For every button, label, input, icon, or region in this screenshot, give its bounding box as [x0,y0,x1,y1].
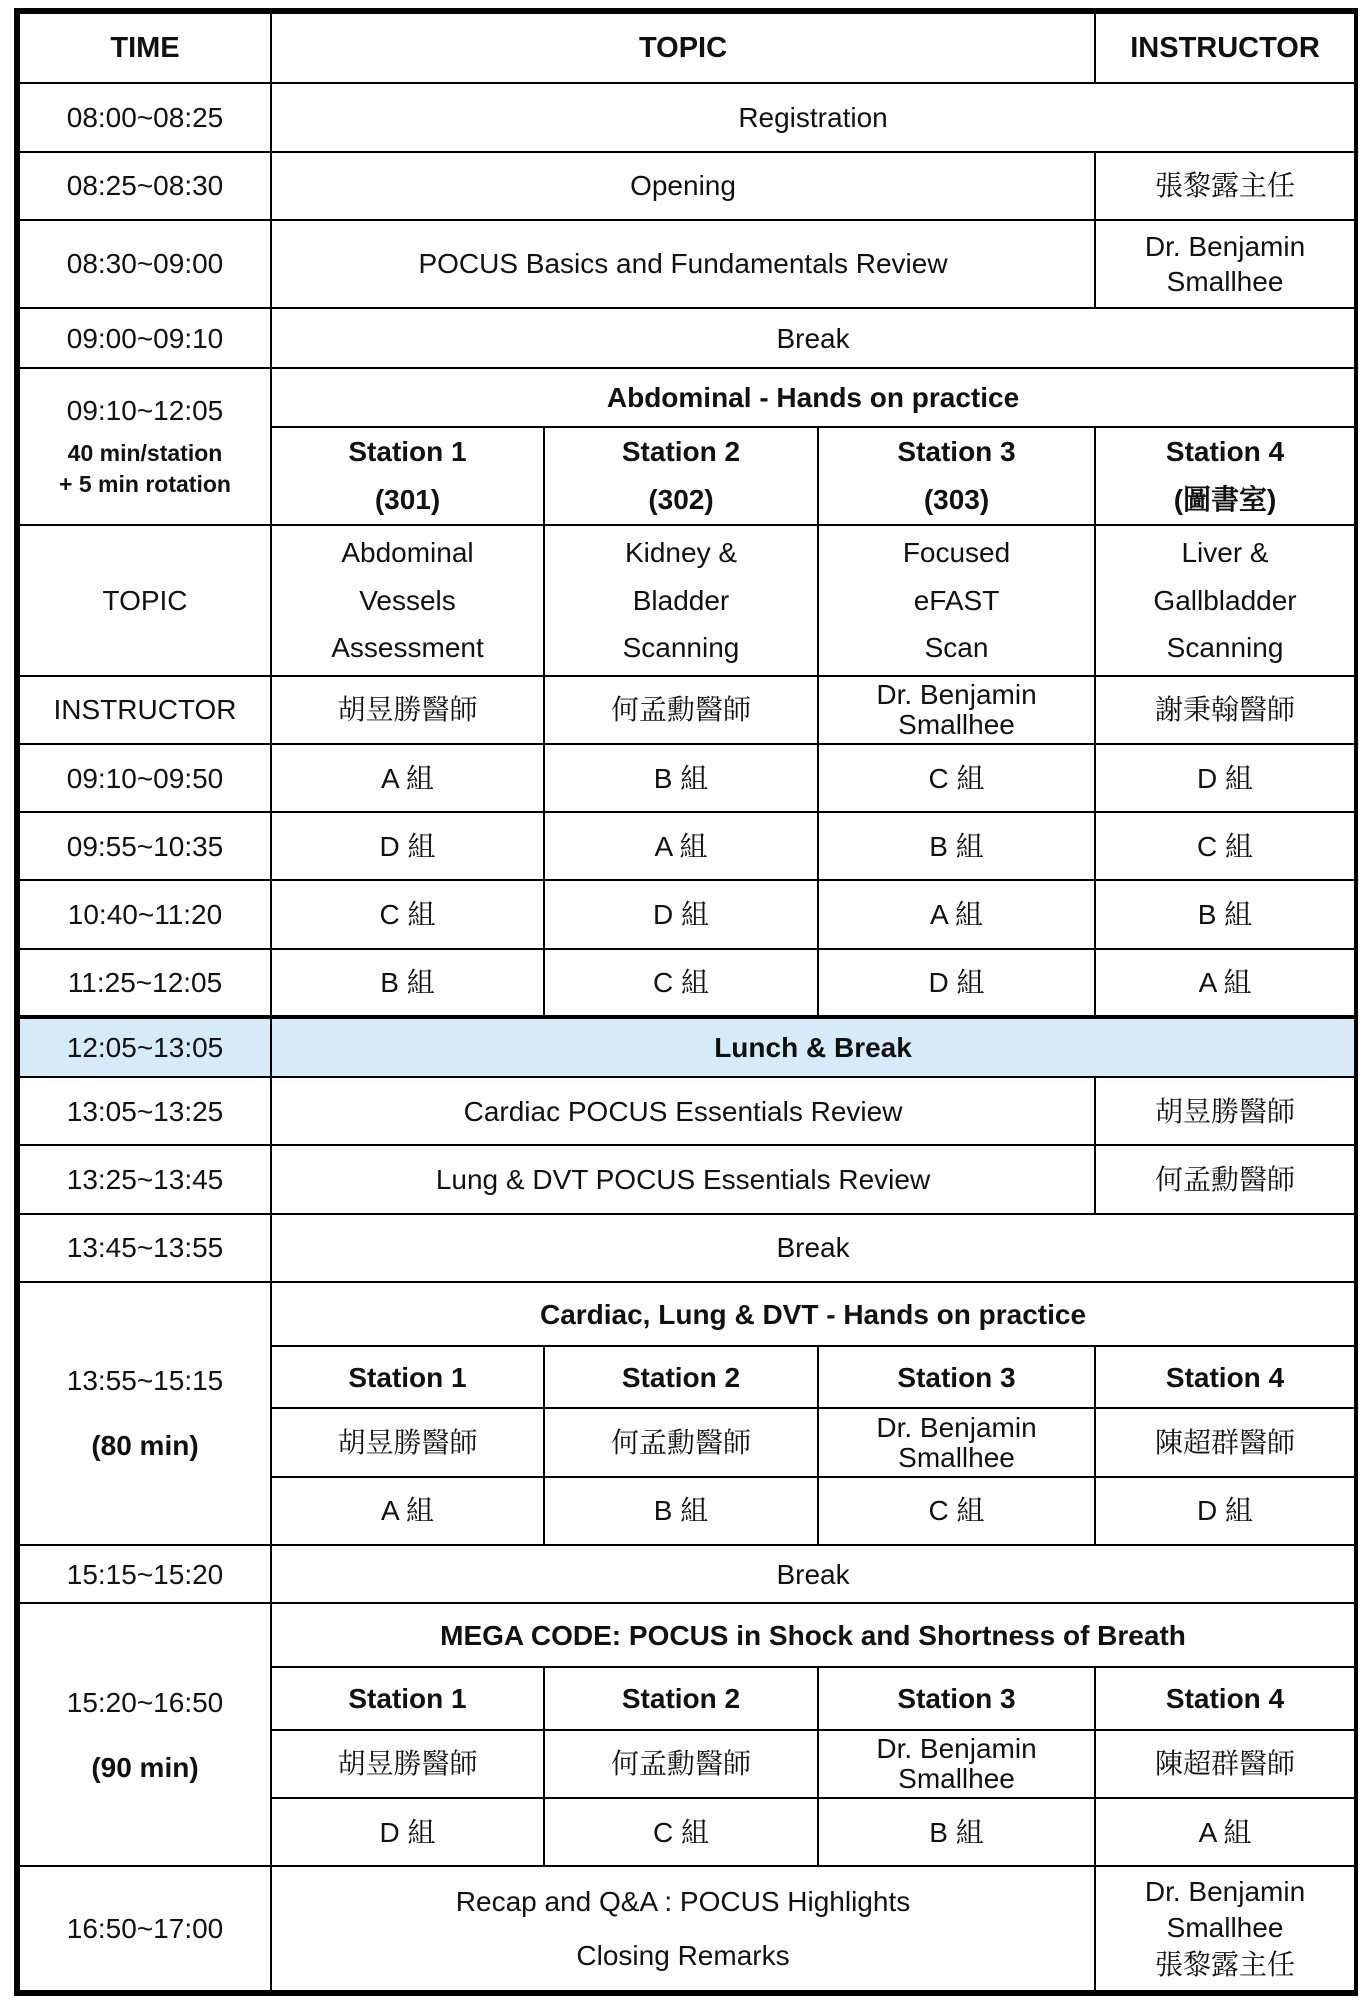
station-1: Station 1 [271,1667,544,1729]
time-cell: 08:25~08:30 [19,152,271,220]
group-cell: D 組 [271,1798,544,1866]
group-cell: D 組 [271,812,544,880]
group-cell: C 組 [544,1798,818,1866]
topic-line: eFAST [913,584,1000,616]
time-cell: 15:15~15:20 [19,1545,271,1603]
station-name: Station 3 [897,436,1016,468]
topic-cell: Registration [271,83,1355,151]
group-cell: C 組 [818,744,1095,812]
instructor-cell: 張黎露主任 [1095,152,1355,220]
instructor-line: Smallhee [1166,1912,1284,1944]
instructor-cell: 陳超群醫師 [1095,1408,1355,1476]
topic-label: TOPIC [19,525,271,676]
topic-line: Gallbladder [1153,584,1297,616]
topic-cell: Opening [271,152,1095,220]
instructor-cell: 胡昱勝醫師 [271,1730,544,1798]
slot-row [19,812,1355,880]
station-topic [271,525,544,676]
lunch-row [19,1017,1355,1077]
group-cell: B 組 [544,744,818,812]
time-text: 09:10~12:05 [66,395,224,427]
mega-title: MEGA CODE: POCUS in Shock and Shortness of Breath [271,1603,1355,1667]
topic-cell: Break [271,1214,1355,1282]
topic-line: Vessels [359,584,456,616]
cardiac-title-row [19,1282,1355,1346]
station-1: Station 1 [271,1346,544,1408]
schedule-row [19,83,1355,151]
note-line: 40 min/station [67,440,223,467]
group-cell: A 組 [271,1477,544,1545]
instructor-line: Dr. Benjamin [876,679,1037,711]
topic-line: Abdominal [341,536,474,568]
group-cell: B 組 [271,949,544,1017]
instructor-line: Smallhee [898,1441,1015,1473]
topic-line: Scanning [622,632,740,664]
instructor-line: Dr. Benjamin [876,1733,1037,1765]
instructor-cell: 胡昱勝醫師 [271,1408,544,1476]
group-cell: A 組 [544,812,818,880]
station-topic [818,525,1095,676]
closing-instructor [1095,1866,1355,1991]
group-cell: D 組 [1095,744,1355,812]
station-3 [818,427,1095,525]
station-topic [1095,525,1355,676]
station-room: (301) [374,483,441,515]
time-cell: 09:00~09:10 [19,308,271,368]
station-3: Station 3 [818,1667,1095,1729]
schedule-sheet [14,8,1358,1996]
time-text: 13:55~15:15 [66,1365,224,1397]
time-cell: 08:30~09:00 [19,220,271,308]
station-name: Station 2 [621,436,741,468]
station-4: Station 4 [1095,1667,1355,1729]
time-cell: 13:25~13:45 [19,1145,271,1213]
group-cell: B 組 [544,1477,818,1545]
station-2 [544,427,818,525]
topic-line: Liver & [1181,536,1269,568]
group-cell: D 組 [818,949,1095,1017]
schedule-row [19,1077,1355,1145]
instructor-cell: 胡昱勝醫師 [1095,1077,1355,1145]
topic-line: Scanning [1166,632,1284,664]
group-cell: C 組 [1095,812,1355,880]
topic-line: Closing Remarks [576,1939,790,1971]
instructor-cell [818,1730,1095,1798]
station-4 [1095,427,1355,525]
group-cell: C 組 [271,880,544,948]
slot-row [19,949,1355,1017]
abdominal-title: Abdominal - Hands on practice [271,368,1355,426]
topic-line: Focused [902,536,1011,568]
station-3: Station 3 [818,1346,1095,1408]
instructor-line: Smallhee [1166,265,1284,297]
closing-row [19,1866,1355,1991]
topic-cell: Cardiac POCUS Essentials Review [271,1077,1095,1145]
schedule-row [19,308,1355,368]
topic-line: Scan [924,632,989,664]
instructor-cell: 謝秉翰醫師 [1095,676,1355,744]
station-room: (302) [648,483,714,515]
header-row [19,13,1355,83]
station-2: Station 2 [544,1346,818,1408]
instructor-cell: 何孟勳醫師 [544,1408,818,1476]
instructor-line: Smallhee [898,1762,1015,1794]
station-room: (圖書室) [1173,483,1277,515]
duration-text: (80 min) [91,1430,199,1462]
duration-text: (90 min) [91,1751,199,1783]
schedule-row [19,152,1355,220]
instructor-cell: 陳超群醫師 [1095,1730,1355,1798]
group-cell: B 組 [1095,880,1355,948]
mega-time-cell [19,1603,271,1866]
time-cell: 13:45~13:55 [19,1214,271,1282]
mega-title-row [19,1603,1355,1667]
topic-line: Recap and Q&A : POCUS Highlights [455,1886,911,1918]
time-text: 15:20~16:50 [66,1686,224,1718]
group-cell: D 組 [1095,1477,1355,1545]
topic-cell: POCUS Basics and Fundamentals Review [271,220,1095,308]
time-cell: 09:10~09:50 [19,744,271,812]
time-cell: 08:00~08:25 [19,83,271,151]
header-instructor: INSTRUCTOR [1095,13,1355,83]
instructor-cell: 何孟勳醫師 [544,676,818,744]
station-name: Station 4 [1165,436,1285,468]
schedule-row [19,1145,1355,1213]
header-time: TIME [19,13,271,83]
schedule-table [18,12,1356,1992]
station-name: Station 1 [348,436,467,468]
station-topic [544,525,818,676]
station-2: Station 2 [544,1667,818,1729]
header-topic: TOPIC [271,13,1095,83]
instructor-line: Dr. Benjamin [1144,230,1306,262]
group-cell: C 組 [818,1477,1095,1545]
instructor-cell: 何孟勳醫師 [544,1730,818,1798]
topic-cell: Break [271,308,1355,368]
time-cell: 13:05~13:25 [19,1077,271,1145]
schedule-row [19,220,1355,308]
instructor-cell: 胡昱勝醫師 [271,676,544,744]
group-cell: D 組 [544,880,818,948]
topic-row [19,525,1355,676]
instructor-cell [818,1408,1095,1476]
instructor-line: Dr. Benjamin [1144,1876,1306,1908]
instructor-cell [1095,220,1355,308]
group-cell: B 組 [818,812,1095,880]
lunch-label: Lunch & Break [271,1017,1355,1077]
instructor-label: INSTRUCTOR [19,676,271,744]
closing-topic [271,1866,1095,1991]
time-cell: 12:05~13:05 [19,1017,271,1077]
instructor-line: 張黎露主任 [1155,1948,1296,1980]
station-1 [271,427,544,525]
time-cell: 09:55~10:35 [19,812,271,880]
slot-row [19,880,1355,948]
group-cell: A 組 [271,744,544,812]
topic-line: Kidney & [624,536,738,568]
instructor-line: Dr. Benjamin [876,1412,1037,1444]
time-cell: 11:25~12:05 [19,949,271,1017]
rotation-note [24,438,266,500]
slot-row [19,744,1355,812]
abdominal-title-row [19,368,1355,426]
cardiac-title: Cardiac, Lung & DVT - Hands on practice [271,1282,1355,1346]
instructor-cell [818,676,1095,744]
cardiac-time-cell [19,1282,271,1545]
group-cell: A 組 [1095,949,1355,1017]
schedule-row [19,1214,1355,1282]
time-cell: 16:50~17:00 [19,1866,271,1991]
instructor-cell: 何孟勳醫師 [1095,1145,1355,1213]
time-cell: 10:40~11:20 [19,880,271,948]
topic-cell: Lung & DVT POCUS Essentials Review [271,1145,1095,1213]
instructor-line: Smallhee [898,708,1015,740]
topic-line: Assessment [331,632,484,664]
group-cell: A 組 [818,880,1095,948]
station-4: Station 4 [1095,1346,1355,1408]
group-cell: B 組 [818,1798,1095,1866]
note-line: + 5 min rotation [59,471,231,498]
topic-line: Bladder [632,584,730,616]
topic-cell: Break [271,1545,1355,1603]
abdominal-time-cell [19,368,271,525]
group-cell: C 組 [544,949,818,1017]
group-cell: A 組 [1095,1798,1355,1866]
instructor-row [19,676,1355,744]
station-room: (303) [923,483,990,515]
schedule-row [19,1545,1355,1603]
